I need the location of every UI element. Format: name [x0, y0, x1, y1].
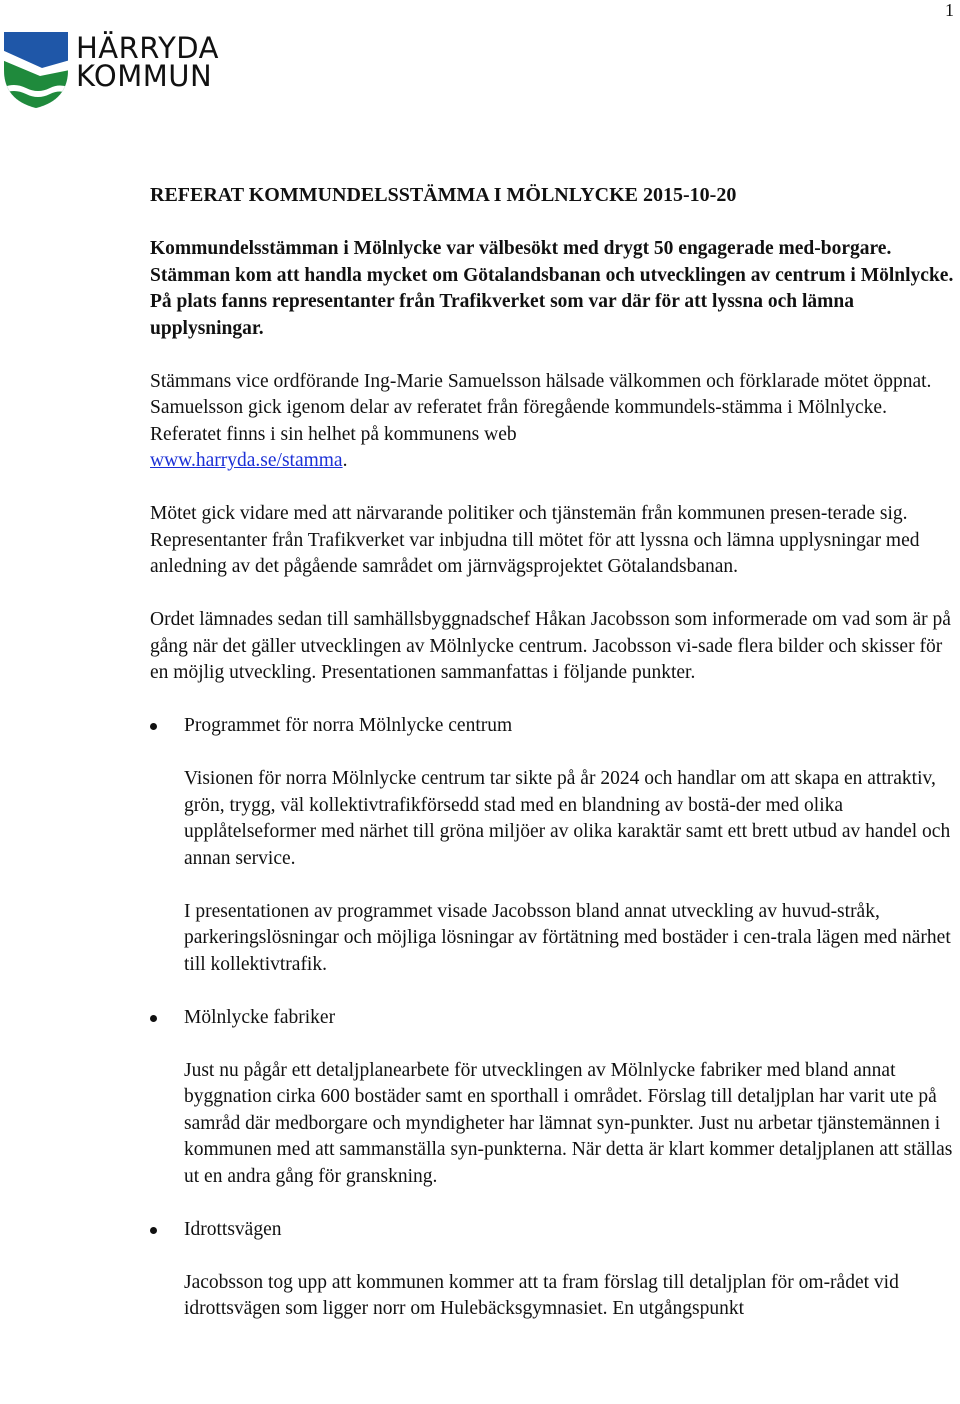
municipal-shield-icon — [2, 30, 70, 110]
document-title: REFERAT KOMMUNDELSSTÄMMA I MÖLNLYCKE 2015-10-20 — [150, 184, 737, 206]
paragraph-opening-text: Stämmans vice ordförande Ing-Marie Samuelsson hälsade välkommen och förklarade mötet öppnat. Samuelsson gick igenom delar av referatet från föregående kommundels-stämma i Mölnlycke. Referatet finns i sin helhet på kommunens web — [150, 370, 932, 445]
bullet-dot-icon — [150, 1015, 157, 1022]
lead-paragraph: Kommundelsstämman i Mölnlycke var välbesökt med drygt 50 engagerade med-borgare. Stämman kom att handla mycket om Götalandsbanan och utvecklingen av centrum i Mölnlycke. På plats fanns representanter från Trafikverket som var där för att lyssna och lämna upplysningar. — [150, 238, 954, 339]
bullet-heading — [184, 713, 960, 740]
logo-line-1: HÄRRYDA — [76, 31, 219, 65]
bullet-item-norra-molnlycke — [150, 713, 960, 978]
bullet-heading-text: Programmet för norra Mölnlycke centrum — [184, 715, 513, 736]
bullet-paragraph: Jacobsson tog upp att kommunen kommer att ta fram förslag till detaljplan för om-rådet vid idrottsvägen som ligger norr om Hulebäcksgymnasiet. En utgångspunkt — [184, 1271, 899, 1319]
bullet-dot-icon — [150, 723, 157, 730]
bullet-heading-text: Mölnlycke fabriker — [184, 1006, 336, 1028]
bullet-dot-icon — [150, 1227, 157, 1234]
bullet-heading-text: Idrottsvägen — [184, 1218, 282, 1240]
paragraph-jacobsson: Ordet lämnades sedan till samhällsbyggnadschef Håkan Jacobsson som informerade om vad som är på gång när det gäller utvecklingen av Mölnlycke centrum. Jacobsson vi-sade flera bilder och skisser för en möjlig utveckling. Presentationen sammanfattas i följande punkter. — [150, 609, 951, 683]
bullet-paragraph: I presentationen av programmet visade Jacobsson bland annat utveckling av huvud-stråk, parkeringslösningar och möjliga lösningar av förtätning med bostäder i cen-trala lägen med närhet till kollektivtrafik. — [184, 900, 951, 975]
document-body — [150, 180, 960, 1349]
paragraph-opening — [150, 369, 960, 475]
bullet-heading — [184, 1217, 960, 1244]
logo-line-2: KOMMUN — [76, 59, 213, 93]
harryda-kommun-logo — [2, 30, 222, 110]
bullet-paragraph: Just nu pågår ett detaljplanearbete för utvecklingen av Mölnlycke fabriker med bland annat byggnation cirka 600 bostäder samt en sporthall i området. Förslag till detaljplan har varit ute på samråd där medborgare och myndigheter har lämnat syn-punkter. Just nu arbetar tjänstemännen i kommunen med att sammanställa syn-punkterna. När detta är klart kommer detaljplanen att ställas ut en andra gång för granskning. — [184, 1059, 953, 1187]
bullet-paragraph: Visionen för norra Mölnlycke centrum tar sikte på år 2024 och handlar om att skapa en attraktiv, grön, trygg, väl kollektivtrafikförsedd stad med en blandning av bostä-der med olika upplåtelseformer med närhet till gröna miljöer av olika karaktär samt ett brett utbud av handel och annan service. — [184, 768, 951, 869]
bullet-item-idrottsvagen — [150, 1217, 960, 1323]
paragraph-presentation: Mötet gick vidare med att närvarande politiker och tjänstemän från kommunen presen-terade sig. Representanter från Trafikverket var inbjudna till mötet för att lyssna och lämna upplysningar med anledning av det pågående samrådet om järnvägsprojektet Götalandsbanan. — [150, 503, 920, 577]
page-number: 1 — [945, 0, 954, 20]
bullet-item-molnlycke-fabriker — [150, 1005, 960, 1191]
stamma-web-link[interactable]: www.harryda.se/stamma — [150, 450, 343, 471]
paragraph-opening-end: . — [342, 450, 348, 471]
bullet-heading — [184, 1005, 960, 1032]
logo-wordmark — [76, 31, 219, 93]
